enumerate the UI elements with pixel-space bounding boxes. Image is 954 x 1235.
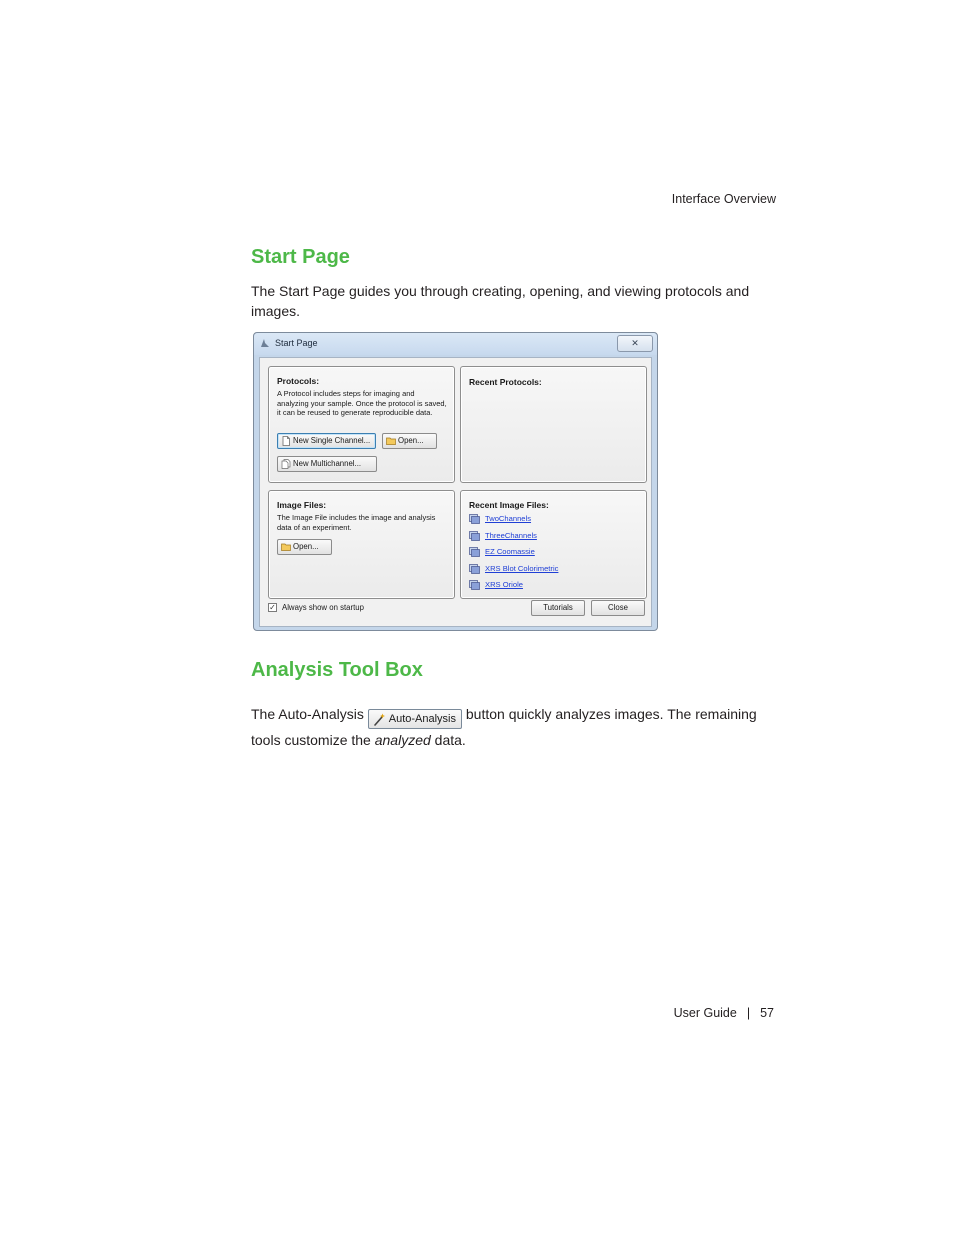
image-file-icon — [469, 531, 480, 541]
magic-wand-icon — [373, 713, 386, 726]
recent-image-link[interactable] — [469, 563, 558, 575]
recent-image-label: XRS Blot Colorimetric — [485, 563, 559, 573]
analysis-text-end: data. — [434, 732, 466, 748]
image-files-heading: Image Files: — [277, 500, 327, 510]
analysis-description — [251, 703, 771, 751]
recent-image-label: EZ Coomassie — [485, 547, 535, 556]
recent-image-link[interactable] — [469, 546, 535, 558]
close-icon[interactable]: ✕ — [617, 335, 653, 352]
new-single-channel-button[interactable] — [277, 433, 376, 449]
recent-image-files-heading: Recent Image Files: — [469, 500, 549, 510]
footer-separator: | — [746, 1006, 751, 1020]
analysis-text-after: button quickly analyzes images. The remaining tools customize the — [251, 706, 757, 748]
image-files-panel — [268, 490, 455, 599]
new-single-channel-label: New Single Channel... — [293, 436, 371, 445]
start-page-description: The Start Page guides you through creating, opening, and viewing protocols and images. — [251, 283, 750, 319]
analysis-emphasis: analyzed — [374, 732, 431, 748]
tutorials-button[interactable]: Tutorials — [531, 600, 585, 616]
dialog-titlebar — [254, 333, 657, 355]
start-page-dialog — [253, 332, 658, 631]
recent-protocols-heading: Recent Protocols: — [469, 377, 542, 387]
open-protocol-label: Open... — [398, 436, 424, 445]
footer-guide: User Guide — [673, 1006, 737, 1020]
open-image-button[interactable] — [277, 539, 332, 555]
checkbox-check-icon: ✓ — [269, 603, 276, 612]
image-file-icon — [469, 564, 480, 574]
always-show-checkbox[interactable] — [268, 603, 364, 613]
open-protocol-button[interactable] — [382, 433, 437, 449]
image-file-icon — [469, 580, 480, 590]
running-header: Interface Overview — [671, 192, 776, 206]
image-files-description: The Image File includes the image and analysis data of an experiment. — [277, 513, 436, 532]
start-page-title: Start Page — [251, 246, 350, 268]
app-icon — [260, 338, 270, 348]
recent-image-link[interactable] — [469, 530, 537, 542]
image-file-icon — [469, 547, 480, 557]
protocols-panel — [268, 366, 455, 483]
analysis-tool-box-title: Analysis Tool Box — [251, 659, 423, 681]
folder-icon — [386, 436, 396, 446]
recent-image-label: ThreeChannels — [485, 530, 537, 540]
protocols-heading: Protocols: — [277, 376, 320, 386]
close-button[interactable]: Close — [591, 600, 645, 616]
folder-icon — [281, 542, 291, 552]
open-image-label: Open... — [293, 542, 319, 551]
new-multichannel-label: New Multichannel... — [293, 459, 362, 468]
auto-analysis-button[interactable] — [368, 709, 462, 729]
always-show-label: Always show on startup — [282, 603, 364, 612]
recent-image-label: XRS Oriole — [485, 580, 523, 589]
recent-image-files-panel — [460, 490, 647, 599]
page-footer — [674, 1006, 774, 1020]
new-multichannel-button[interactable] — [277, 456, 377, 472]
dialog-title: Start Page — [275, 338, 318, 348]
recent-protocols-panel — [460, 366, 647, 483]
recent-image-label: TwoChannels — [485, 514, 532, 523]
dialog-client-area — [259, 357, 652, 627]
analysis-text-before: The Auto-Analysis — [251, 706, 364, 722]
recent-image-link[interactable] — [469, 579, 523, 591]
page-number: 57 — [760, 1006, 774, 1020]
protocols-description: A Protocol includes steps for imaging and analyzing your sample. Once the protocol is saved, it can be reused to generate reproducible data. — [277, 389, 447, 418]
recent-image-link[interactable] — [469, 513, 531, 525]
new-document-icon — [281, 436, 291, 446]
image-file-icon — [469, 514, 480, 524]
new-multichannel-icon — [281, 459, 291, 469]
auto-analysis-label: Auto-Analysis — [388, 713, 456, 725]
